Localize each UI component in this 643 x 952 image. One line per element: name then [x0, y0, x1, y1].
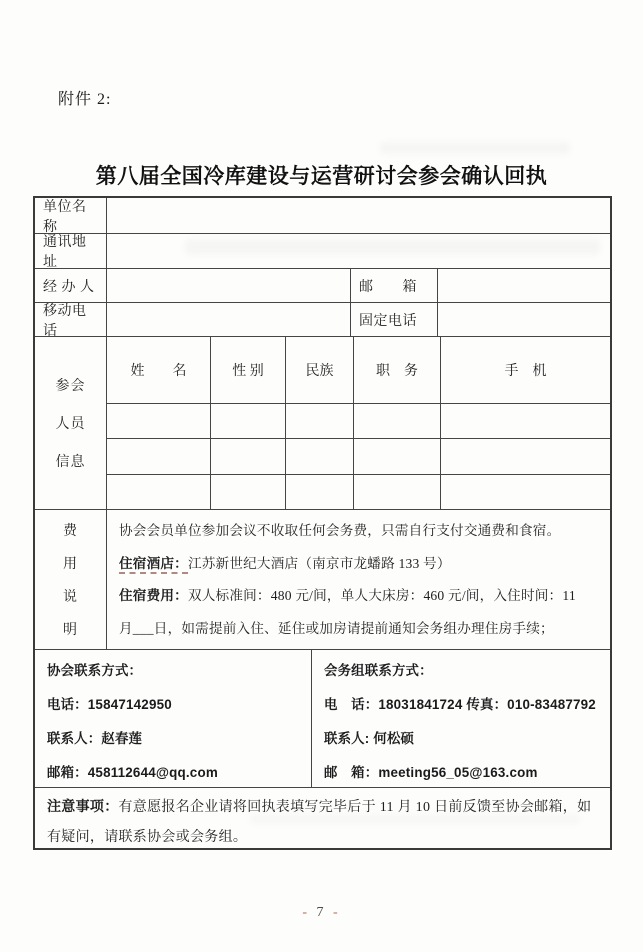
row-address: [35, 234, 610, 269]
handler-field: [107, 269, 351, 302]
organizer-contact-title: 会务组联系方式：: [324, 663, 433, 678]
page-number-dash: -: [302, 905, 310, 920]
participants-grid: [107, 337, 610, 509]
cell-gender: [211, 475, 286, 509]
participants-label-line: 信息: [55, 455, 86, 470]
row-phones: [35, 303, 610, 337]
participants-section: [35, 337, 610, 510]
contacts-section: [35, 650, 610, 788]
email-field: [438, 269, 610, 302]
cell-position: [354, 439, 441, 473]
attachment-label: 附件 2:: [58, 91, 112, 108]
fee-line-hotel: [119, 548, 598, 581]
notes-label: 注意事项：: [47, 798, 119, 814]
fee-section-label: [35, 510, 107, 649]
col-header-gender: 性 别: [211, 337, 286, 403]
fee-label-line: 明: [63, 623, 78, 638]
fee-line-cost-1: [119, 580, 598, 613]
unit-name-field: [107, 198, 610, 233]
col-header-ethnicity: 民族: [286, 337, 354, 403]
col-header-name: 姓 名: [107, 337, 211, 403]
hotel-label: 住宿酒店：: [119, 556, 188, 574]
fee-description: [107, 510, 610, 649]
address-label: 通讯地址: [35, 234, 107, 268]
row-unit-name: [35, 198, 610, 234]
cell-position: [354, 475, 441, 509]
notes-text-wrap: [47, 791, 598, 848]
notes-text: 有意愿报名企业请将回执表填写完毕后于 11 月 10 日前反馈至协会邮箱，如有疑问，请联系协会或会务组。: [47, 800, 592, 845]
address-field: [107, 234, 610, 268]
association-contact: [35, 650, 312, 787]
cell-name: [107, 475, 211, 509]
association-person: 联系人：赵春莲: [47, 731, 143, 746]
col-header-position: 职 务: [354, 337, 441, 403]
association-contact-title: 协会联系方式：: [47, 663, 143, 678]
document-title: 第八届全国冷库建设与运营研讨会参会确认回执: [95, 164, 548, 188]
hotel-value: 江苏新世纪大酒店（南京市龙蟠路 133 号）: [187, 555, 451, 571]
cell-ethnicity: [286, 439, 354, 473]
association-email: 邮箱：458112644@qq.com: [47, 765, 218, 780]
participants-label-line: 人员: [55, 417, 86, 432]
cell-name: [107, 439, 211, 473]
page-number-dash: -: [333, 905, 341, 920]
fee-label-line: 用: [63, 557, 78, 572]
association-phone: 电话：15847142950: [47, 697, 172, 712]
participant-empty-row: [107, 439, 610, 474]
fee-label-line: 费: [63, 524, 78, 539]
participant-empty-row: [107, 475, 610, 509]
col-header-phone: 手 机: [504, 364, 547, 379]
cell-phone: [441, 475, 610, 509]
landline-field: [438, 303, 610, 336]
cell-position: [354, 404, 441, 438]
cell-ethnicity: [286, 404, 354, 438]
notes-section: [35, 788, 610, 848]
participants-header-row: [107, 337, 610, 404]
cell-gender: [211, 439, 286, 473]
cell-phone: [441, 404, 610, 438]
organizer-contact: [312, 650, 610, 787]
landline-label: 固定电话: [351, 303, 438, 336]
cost-label: 住宿费用：: [119, 588, 188, 603]
organizer-email: 邮 箱：meeting56_05@163.com: [324, 765, 538, 780]
cell-ethnicity: [286, 475, 354, 509]
page-number: [0, 905, 643, 921]
fee-line-membership: 协会会员单位参加会议不收取任何会务费，只需自行支付交通费和食宿。: [119, 523, 561, 538]
mobile-label: 移动电话: [35, 303, 107, 336]
participant-empty-row: [107, 404, 610, 439]
cost-value-1: 双人标准间：480 元/间，单人大床房：460 元/间，入住时间：11: [187, 588, 576, 603]
row-handler-email: [35, 269, 610, 303]
cell-phone: [441, 439, 610, 473]
participants-label-line: 参会: [55, 379, 86, 394]
participants-section-label: [35, 337, 107, 509]
unit-name-label: 单位名称: [35, 198, 107, 233]
page-number-value: 7: [316, 905, 327, 920]
handler-label: 经 办 人: [35, 269, 107, 302]
cell-name: [107, 404, 211, 438]
cell-gender: [211, 404, 286, 438]
mobile-field: [107, 303, 351, 336]
confirmation-form-table: [33, 196, 612, 850]
fee-label-line: 说: [63, 590, 78, 605]
fee-section: [35, 510, 610, 650]
scan-artifact: [380, 142, 570, 154]
email-label: 邮 箱: [351, 269, 438, 302]
organizer-phone: 电 话：18031841724 传真：010-83487792: [324, 697, 596, 712]
fee-line-cost-2: 月___日，如需提前入住、延住或加房请提前通知会务组办理住房手续；: [119, 620, 554, 636]
organizer-person: 联系人: 何松硕: [324, 731, 415, 746]
